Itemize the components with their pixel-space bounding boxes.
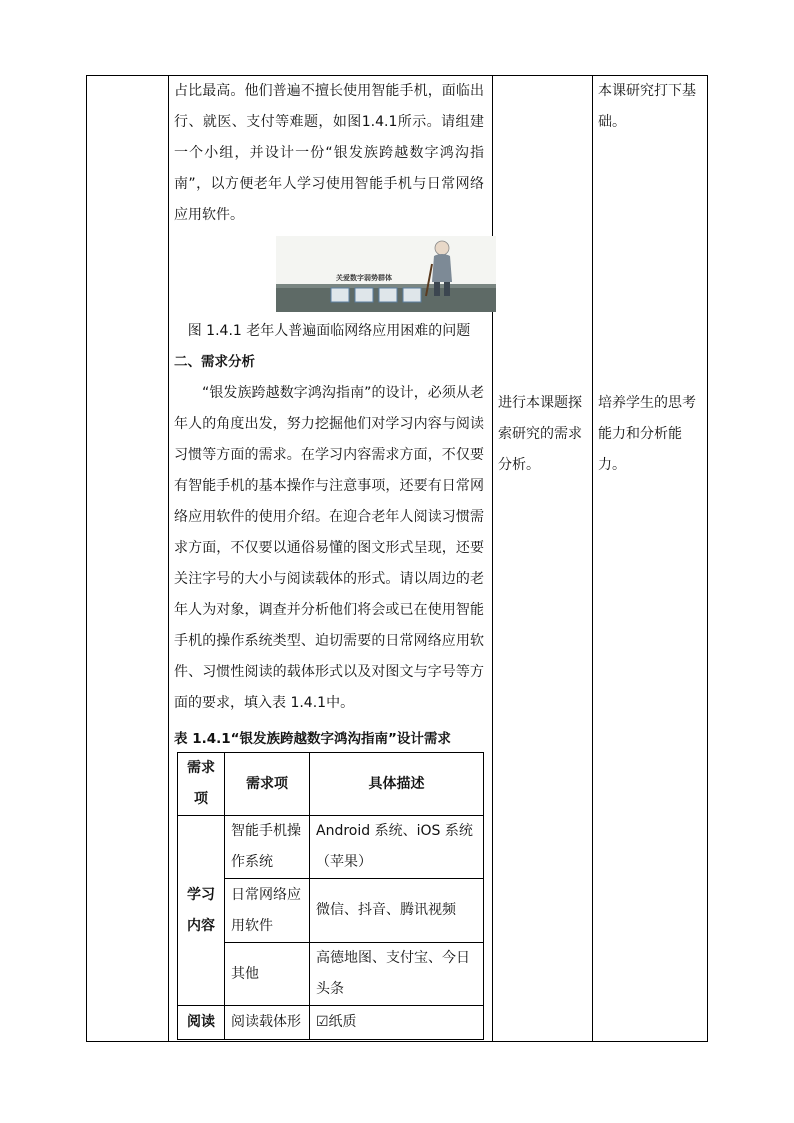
category-reading: 阅读 (178, 1006, 225, 1040)
table-row-item: 日常网络应用软件 (225, 879, 310, 943)
column-divider (592, 76, 593, 1041)
table-row-desc: 高德地图、支付宝、今日头条 (310, 943, 484, 1006)
activity-text: 进行本课题探索研究的需求分析。 (498, 395, 582, 473)
table-row-desc: Android 系统、iOS 系统（苹果） (310, 816, 484, 879)
header-description: 具体描述 (310, 753, 484, 816)
table-row-item: 智能手机操作系统 (225, 816, 310, 879)
header-category: 需求项 (178, 753, 225, 816)
intro-paragraph: 占比最高。他们普遍不擅长使用智能手机，面临出行、就医、支付等难题，如图1.4.1所示。请组建一个小组，并设计一份“银发族跨越数字鸿沟指南”，以方便老年人学习使用智能手机与日常网络应用软件。 (174, 83, 484, 223)
requirements-table (177, 752, 484, 1040)
table-row-desc: 微信、抖音、腾讯视频 (310, 879, 484, 943)
intent-text-middle: 培养学生的思考能力和分析能力。 (598, 395, 696, 473)
intent-text-top: 本课研究打下基础。 (598, 83, 696, 130)
analysis-paragraph: “银发族跨越数字鸿沟指南”的设计，必须从老年人的角度出发，努力挖掘他们对学习内容与阅读习惯等方面的需求。在学习内容需求方面，不仅要有智能手机的基本操作与注意事项，还要有日常网络应用软件的使用介绍。在迎合老年人阅读习惯需求方面，不仅要以通俗易懂的图文形式呈现，还要关注字号的大小与阅读载体的形式。请以周边的老年人为对象，调查并分析他们将会或已在使用智能手机的操作系统类型、迫切需要的日常网络应用软件、习惯性阅读的载体形式以及对图文与字号等方面的要求，填入表 1.4.1中。 (174, 385, 484, 711)
elderly-illustration (276, 236, 496, 312)
table-caption: 表 1.4.1“银发族跨越数字鸿沟指南”设计需求 (174, 731, 451, 747)
figure-caption: 图 1.4.1 老年人普遍面临网络应用困难的问题 (187, 323, 471, 339)
table-row-desc: ☑纸质 (310, 1006, 484, 1040)
table-row-item: 其他 (225, 943, 310, 1006)
category-learning: 学习内容 (178, 816, 225, 1006)
header-item: 需求项 (225, 753, 310, 816)
figure-sign-text: 关爱数字弱势群体 (336, 274, 392, 282)
section-heading: 二、需求分析 (174, 354, 255, 370)
table-row-item: 阅读载体形 (225, 1006, 310, 1040)
column-divider (168, 76, 169, 1041)
column-divider (492, 76, 493, 1041)
teaching-content-column (174, 76, 484, 1030)
lesson-table (86, 75, 708, 1042)
